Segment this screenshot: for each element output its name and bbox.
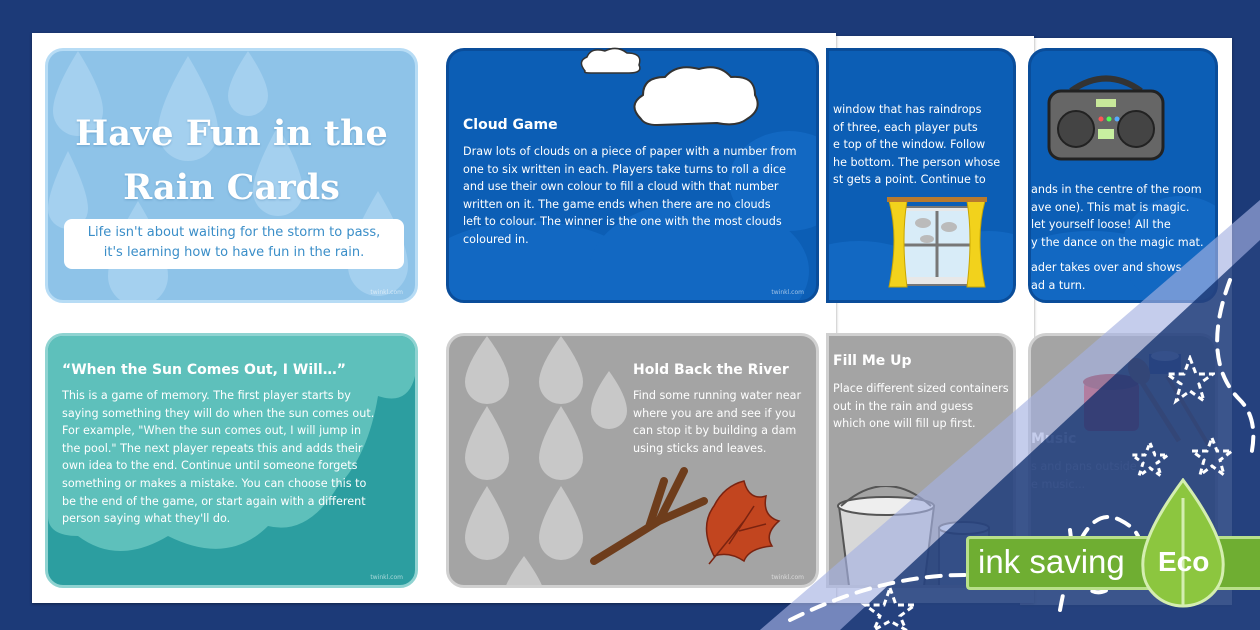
eco-label: Eco (1158, 546, 1210, 577)
card-footer: twinkl.com (771, 574, 804, 581)
quote-line2: it's learning how to have fun in the rain. (103, 245, 365, 260)
card-footer: twinkl.com (771, 289, 804, 296)
body-line: ave one). This mat is magic. (1031, 200, 1190, 214)
card-title: Hold Back the River (633, 362, 789, 378)
body-line: ands in the centre of the room (1031, 183, 1202, 196)
body-line: the pool." The next player repeats this and adds their (62, 441, 363, 455)
body-line: person saying what they'll do. (62, 512, 231, 526)
stick-icon (589, 461, 709, 566)
body-line: Find some running water near (633, 389, 802, 402)
star-icon (1165, 355, 1215, 405)
body-line: e top of the window. Follow (833, 138, 986, 152)
body-line: let yourself loose! All the (1031, 218, 1171, 232)
eco-leaf-icon (1138, 478, 1228, 608)
card-title: Fill Me Up (833, 353, 912, 369)
body-line: saying something they will do when the sun comes out. (62, 406, 375, 420)
body-line: where you are and see if you (633, 406, 796, 420)
body-line: and use their own colour to fill a cloud with that number (463, 180, 779, 194)
body-line: using sticks and leaves. (633, 441, 767, 455)
cover-card (45, 48, 418, 303)
body-line: ad a turn. (1031, 278, 1086, 292)
body-line: st gets a point. Continue to (833, 173, 986, 187)
body-line: ader takes over and shows (1031, 261, 1182, 275)
card-footer: twinkl.com (370, 289, 403, 296)
body-line: written on it. The game ends when there are no clouds (463, 197, 771, 211)
body-line: of three, each player puts (833, 120, 978, 134)
body-line: own idea to the end. Continue until someone forgets (62, 459, 358, 473)
star-icon (1190, 435, 1234, 479)
sun-card (45, 333, 418, 588)
quote-line1: Life isn't about waiting for the storm to pass, (87, 225, 381, 240)
body-line: out in the rain and guess (833, 399, 974, 413)
quote-box (64, 219, 404, 269)
body-line: one to six written in each. Players take turns to roll a dice (463, 162, 787, 176)
card-title: Cloud Game (463, 117, 558, 133)
cover-title-line1: Have Fun in the (75, 113, 388, 154)
body-line: For example, "When the sun comes out, I will jump in (62, 424, 362, 438)
body-line: Place different sized containers (833, 382, 1009, 395)
body-line: coloured in. (463, 232, 529, 246)
body-line: be the end of the game, or start again with a different (62, 494, 366, 508)
body-line: which one will fill up first. (833, 417, 976, 431)
body-line: This is a game of memory. The first player starts by (62, 389, 351, 402)
card-title: “When the Sun Comes Out, I Will…” (62, 362, 346, 378)
ink-saving-label: ink saving (978, 543, 1125, 580)
body-line: window that has raindrops (833, 103, 982, 116)
body-line: something or makes a mistake. You can choose this to (62, 476, 367, 490)
body-line: he bottom. The person whose (833, 155, 1001, 169)
body-line: y the dance on the magic mat. (1031, 235, 1204, 249)
cover-title-line2: Rain Cards (123, 167, 340, 208)
card-footer: twinkl.com (370, 574, 403, 581)
star-icon (860, 585, 920, 630)
star-icon (1130, 440, 1170, 480)
cloud-icon (627, 63, 762, 131)
body-line: Draw lots of clouds on a piece of paper with a number from (463, 145, 797, 158)
boombox-icon (1046, 71, 1166, 161)
body-line: left to colour. The winner is the one with the most clouds (463, 215, 782, 229)
body-line: can stop it by building a dam (633, 424, 797, 438)
